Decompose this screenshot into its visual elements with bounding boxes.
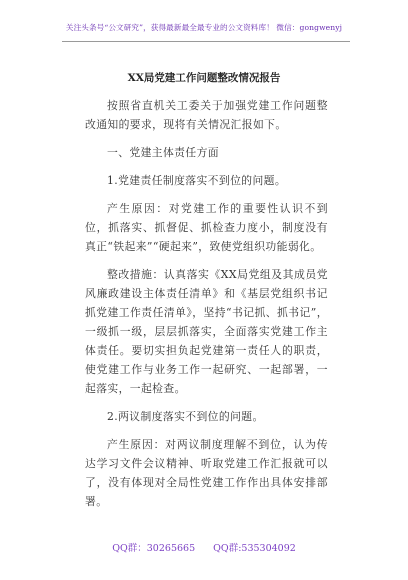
header-divider <box>62 41 350 42</box>
page-header-banner: 关注头条号“公文研究”，获得最新最全最专业的公文资料库！ 微信：gongwenyj <box>65 23 343 32</box>
document-body <box>85 96 328 511</box>
page-footer <box>0 540 408 554</box>
cause-paragraph-2: 产生原因：对两议制度理解不到位，认为传达学习文件会议精神、听取党建工作汇报就可以了，没有体现对全局性党建工作作出具体安排部署。 <box>85 438 328 508</box>
issue-heading-2: 2.两议制度落实不到位的问题。 <box>107 410 264 423</box>
measures-paragraph-1: 整改措施：认真落实《XX局党组及其成员党风廉政建设主体责任清单》和《基层党组织书记抓党建工作责任清单》，坚持“书记抓、抓书记”，一级抓一级，层层抓落实，全面落实党建工作主体责任。要切实担负起党建第一责任人的职责，使党建工作与业务工作一起研究、一起部署，一起落实，一起检查。 <box>85 268 328 395</box>
section-heading: 一、党建主体责任方面 <box>107 146 219 159</box>
document-title: XX局党建工作问题整改情况报告 <box>127 72 281 84</box>
issue-heading-1: 1.党建责任制度落实不到位的问题。 <box>107 174 287 187</box>
cause-paragraph-1: 产生原因：对党建工作的重要性认识不到位，抓落实、抓督促、抓检查力度小，制度没有真正“铁起来”“硬起来”，致使党组织功能弱化。 <box>85 202 328 253</box>
footer-qq-group-1: QQ群：30265665 <box>112 543 196 554</box>
intro-paragraph: 按照省直机关工委关于加强党建工作问题整改通知的要求，现将有关情况汇报如下。 <box>85 99 328 131</box>
footer-qq-group-2: QQ群:535304092 <box>213 543 296 554</box>
